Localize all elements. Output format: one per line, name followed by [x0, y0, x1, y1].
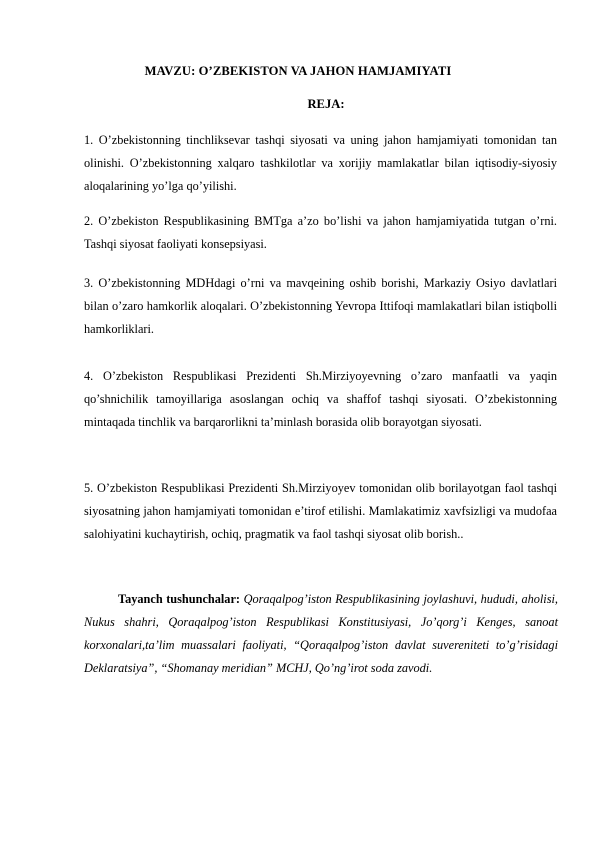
document-title: MAVZU: O’ZBEKISTON VA JAHON HAMJAMIYATI — [144, 64, 452, 78]
key-terms-paragraph — [84, 588, 558, 680]
key-terms-text: Qoraqalpog’iston Respublikasining joylashuvi, hududi, aholisi, Nukus shahri, Qoraqalpog’iston Respublikasi Konstitusiyasi, Jo’qorg’i Kenges, sanoat korxonalari,ta’lim muassalari faoliyati, “Qoraqalpog’iston davlat suvereniteti to’g’risidagi Deklaratsiya”, “Shomanay meridian” MCHJ, Qo’ng’irot soda zavodi. — [84, 592, 558, 675]
plan-item-3: 3. O’zbekistonning MDHdagi o’rni va mavqeining oshib borishi, Markaziy Osiyo davlatlari bilan o’zaro hamkorlik aloqalari. O’zbekistonning Yevropa Ittifoqi mamlakatlari bilan istiqbolli hamkorliklari. — [84, 276, 557, 336]
plan-item-4: 4. O’zbekiston Respublikasi Prezidenti Sh.Mirziyoyevning o’zaro manfaatli va yaqin qo’shnichilik tamoyillariga asoslangan ochiq va shaffof tashqi siyosati. O’zbekistonning mintaqada tinchlik va barqarorlikni ta’minlash borasida olib borayotgan siyosati. — [84, 369, 557, 429]
plan-item-5: 5. O’zbekiston Respublikasi Prezidenti Sh.Mirziyoyev tomonidan olib borilayotgan faol tashqi siyosatning jahon hamjamiyati tomonidan e’tirof etilishi. Mamlakatimiz xavfsizligi va mudofaa salohiyatini kuchaytirish, ochiq, pragmatik va faol tashqi siyosat olib borish.. — [84, 481, 557, 541]
plan-item-1: 1. O’zbekistonning tinchliksevar tashqi siyosati va uning jahon hamjamiyati tomonidan tan olinishi. O’zbekistonning xalqaro tashkilotlar va xorijiy mamlakatlar bilan iqtisodiy-siyosiy aloqalarining yo’lga qo’yilishi. — [84, 133, 557, 193]
plan-item-2: 2. O’zbekiston Respublikasining BMTga a’zo bo’lishi va jahon hamjamiyatida tutgan o’rni. Tashqi siyosat faoliyati konsepsiyasi. — [84, 214, 557, 251]
key-terms-lead: Tayanch tushunchalar: — [118, 592, 241, 606]
plan-heading: REJA: — [307, 97, 345, 111]
